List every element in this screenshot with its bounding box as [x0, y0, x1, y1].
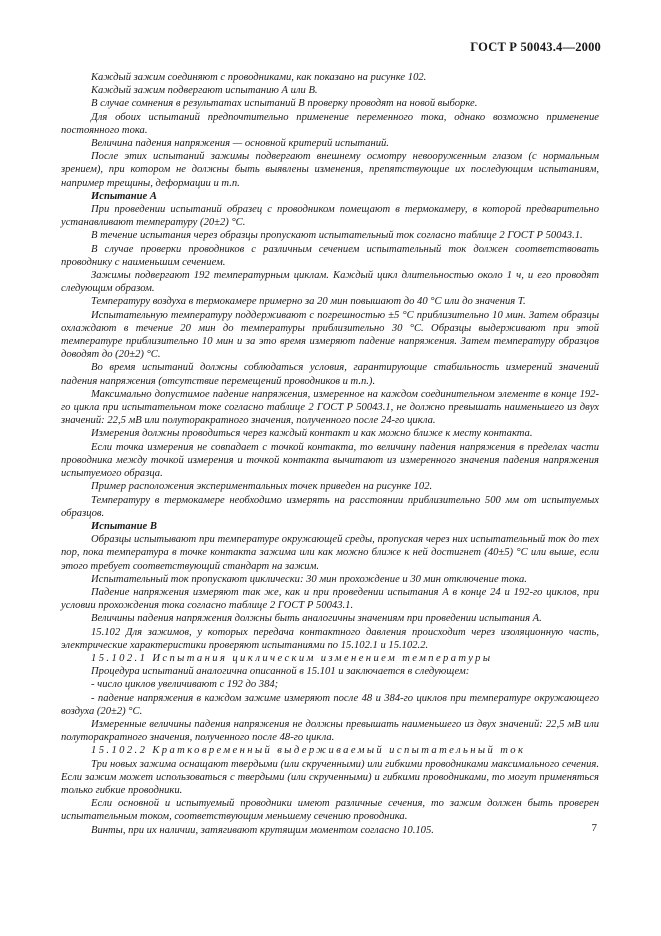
- paragraph: Температуру в термокамере необходимо измерять на расстоянии приблизительно 500 мм от испытуемых образцов.: [61, 494, 599, 519]
- paragraph: Температуру воздуха в термокамере примерно за 20 мин повышают до 40 °С или до значения Т.: [91, 296, 526, 308]
- paragraph: Величины падения напряжения должны быть аналогичны значениям при проведении испытания А.: [91, 613, 542, 625]
- paragraph: Каждый зажим подвергают испытанию А или В.: [91, 85, 318, 97]
- list-item: - число циклов увеличивают с 192 до 384;: [91, 679, 279, 691]
- paragraph: Образцы испытывают при температуре окружающей среды, пропуская через них испытательный ток до тех пор, пока температура в точке контакта зажима или как можно ближе к ней достигнет (40±5) °С или выше, если этого требует соответствующий стандарт на зажим.: [61, 534, 599, 572]
- paragraph: Испытательную температуру поддерживают с погрешностью ±5 °С приблизительно 10 мин. Затем образцы охлаждают в течение 20 мин до температуры приблизительно 30 °С. Образцы выдерживают при этой температуре приблизительно 10 мин и за это время измеряют падение напряжения. Затем температуру образцов доводят до (20±2) °С.: [61, 309, 599, 361]
- document-code: ГОСТ Р 50043.4—2000: [470, 40, 601, 54]
- paragraph: При проведении испытаний образец с проводником помещают в термокамеру, в которой предварительно устанавливают температуру (20±2) °С.: [61, 204, 599, 229]
- paragraph: Каждый зажим соединяют с проводниками, как показано на рисунке 102.: [91, 72, 427, 83]
- paragraph: Винты, при их наличии, затягивают крутящим моментом согласно 10.105.: [91, 824, 434, 836]
- paragraph: Если точка измерения не совпадает с точкой контакта, то величину падения напряжения в пределах части проводника между точкой измерения и точкой контакта вычитают из измеренного значения падения напряжения испытуемого образца.: [61, 441, 599, 480]
- paragraph: Если основной и испытуемый проводники имеют различные сечения, то зажим должен быть проверен испытательным током, соответствующим меньшему сечению проводника.: [61, 798, 599, 823]
- paragraph: Максимально допустимое падение напряжения, измеренное на каждом соединительном элементе в конце 192-го цикла при испытательном токе согласно таблице 2 ГОСТ Р 50043.1, не должно превышать наименьшего из двух значений: 22,5 мВ или полуторакратного значения, полученного после 24-го цикла.: [61, 388, 599, 427]
- paragraph: Во время испытаний должны соблюдаться условия, гарантирующие стабильность измерений значений падения напряжения (отсутствие перемещений проводников и т.п.).: [61, 362, 599, 387]
- section-heading-test-b: Испытание В: [91, 520, 157, 532]
- paragraph: Процедура испытаний аналогична описанной в 15.101 и заключается в следующем:: [91, 666, 470, 678]
- paragraph: В случае проверки проводников с различным сечением испытательный ток должен соответствовать проводнику с наименьшим сечением.: [61, 243, 599, 268]
- paragraph: Пример расположения экспериментальных точек приведен на рисунке 102.: [91, 481, 433, 493]
- paragraph: Зажимы подвергают 192 температурным циклам. Каждый цикл длительностью около 1 ч, и его проводят следующим образом.: [61, 270, 599, 295]
- paragraph: Измеренные величины падения напряжения не должны превышать наименьшего из двух значений: 22,5 мВ или полуторакратного значения, полученного после 48-го цикла.: [61, 718, 599, 744]
- paragraph: В случае сомнения в результатах испытаний В проверку проводят на новой выборке.: [91, 98, 478, 110]
- section-heading-test-a: Испытание А: [91, 190, 157, 202]
- paragraph: Испытательный ток пропускают циклически: 30 мин прохождение и 30 мин отключение тока.: [91, 573, 527, 585]
- paragraph: 15.102 Для зажимов, у которых передача контактного давления происходит через изоляционную часть, электрические характеристики проверяют испытаниями по 15.102.1 и 15.102.2.: [61, 626, 599, 651]
- list-item: - падение напряжения в каждом зажиме измеряют после 48 и 384-го циклов при температуре окружающего воздуха (20±2) °С.: [61, 692, 599, 717]
- paragraph: В течение испытания через образцы пропускают испытательный ток согласно таблице 2 ГОСТ Р 50043.1.: [91, 230, 583, 242]
- paragraph: Три новых зажима оснащают твердыми (или скрученными) или гибкими проводниками максимального сечения. Если зажим может использоваться с твердыми (или скрученными) и гибкими проводниками, то могут применяться только гибкие проводники.: [61, 758, 599, 796]
- paragraph: Величина падения напряжения — основной критерий испытаний.: [91, 138, 389, 150]
- subsection-heading: 15.102.2 Кратковременный выдерживаемый испытательный ток: [91, 745, 526, 757]
- paragraph: После этих испытаний зажимы подвергают внешнему осмотру невооруженным глазом (с нормальным зрением), при котором не должны быть выявлены изменения, препятствующие их последующим испытаниям, например трещины, деформации и т.п.: [61, 151, 599, 189]
- paragraph: Измерения должны проводиться через каждый контакт и как можно ближе к месту контакта.: [91, 428, 533, 440]
- page-number: 7: [591, 822, 597, 834]
- paragraph: Для обоих испытаний предпочтительно применение переменного тока, однако возможно применение постоянного тока.: [61, 111, 599, 136]
- paragraph: Падение напряжения измеряют так же, как и при проведении испытания А в конце 24 и 192-го циклов, при условии прохождения тока согласно таблице 2 ГОСТ Р 50043.1.: [61, 586, 599, 612]
- body-text: [61, 71, 599, 837]
- subsection-heading: 15.102.1 Испытания циклическим изменением температуры: [91, 652, 493, 664]
